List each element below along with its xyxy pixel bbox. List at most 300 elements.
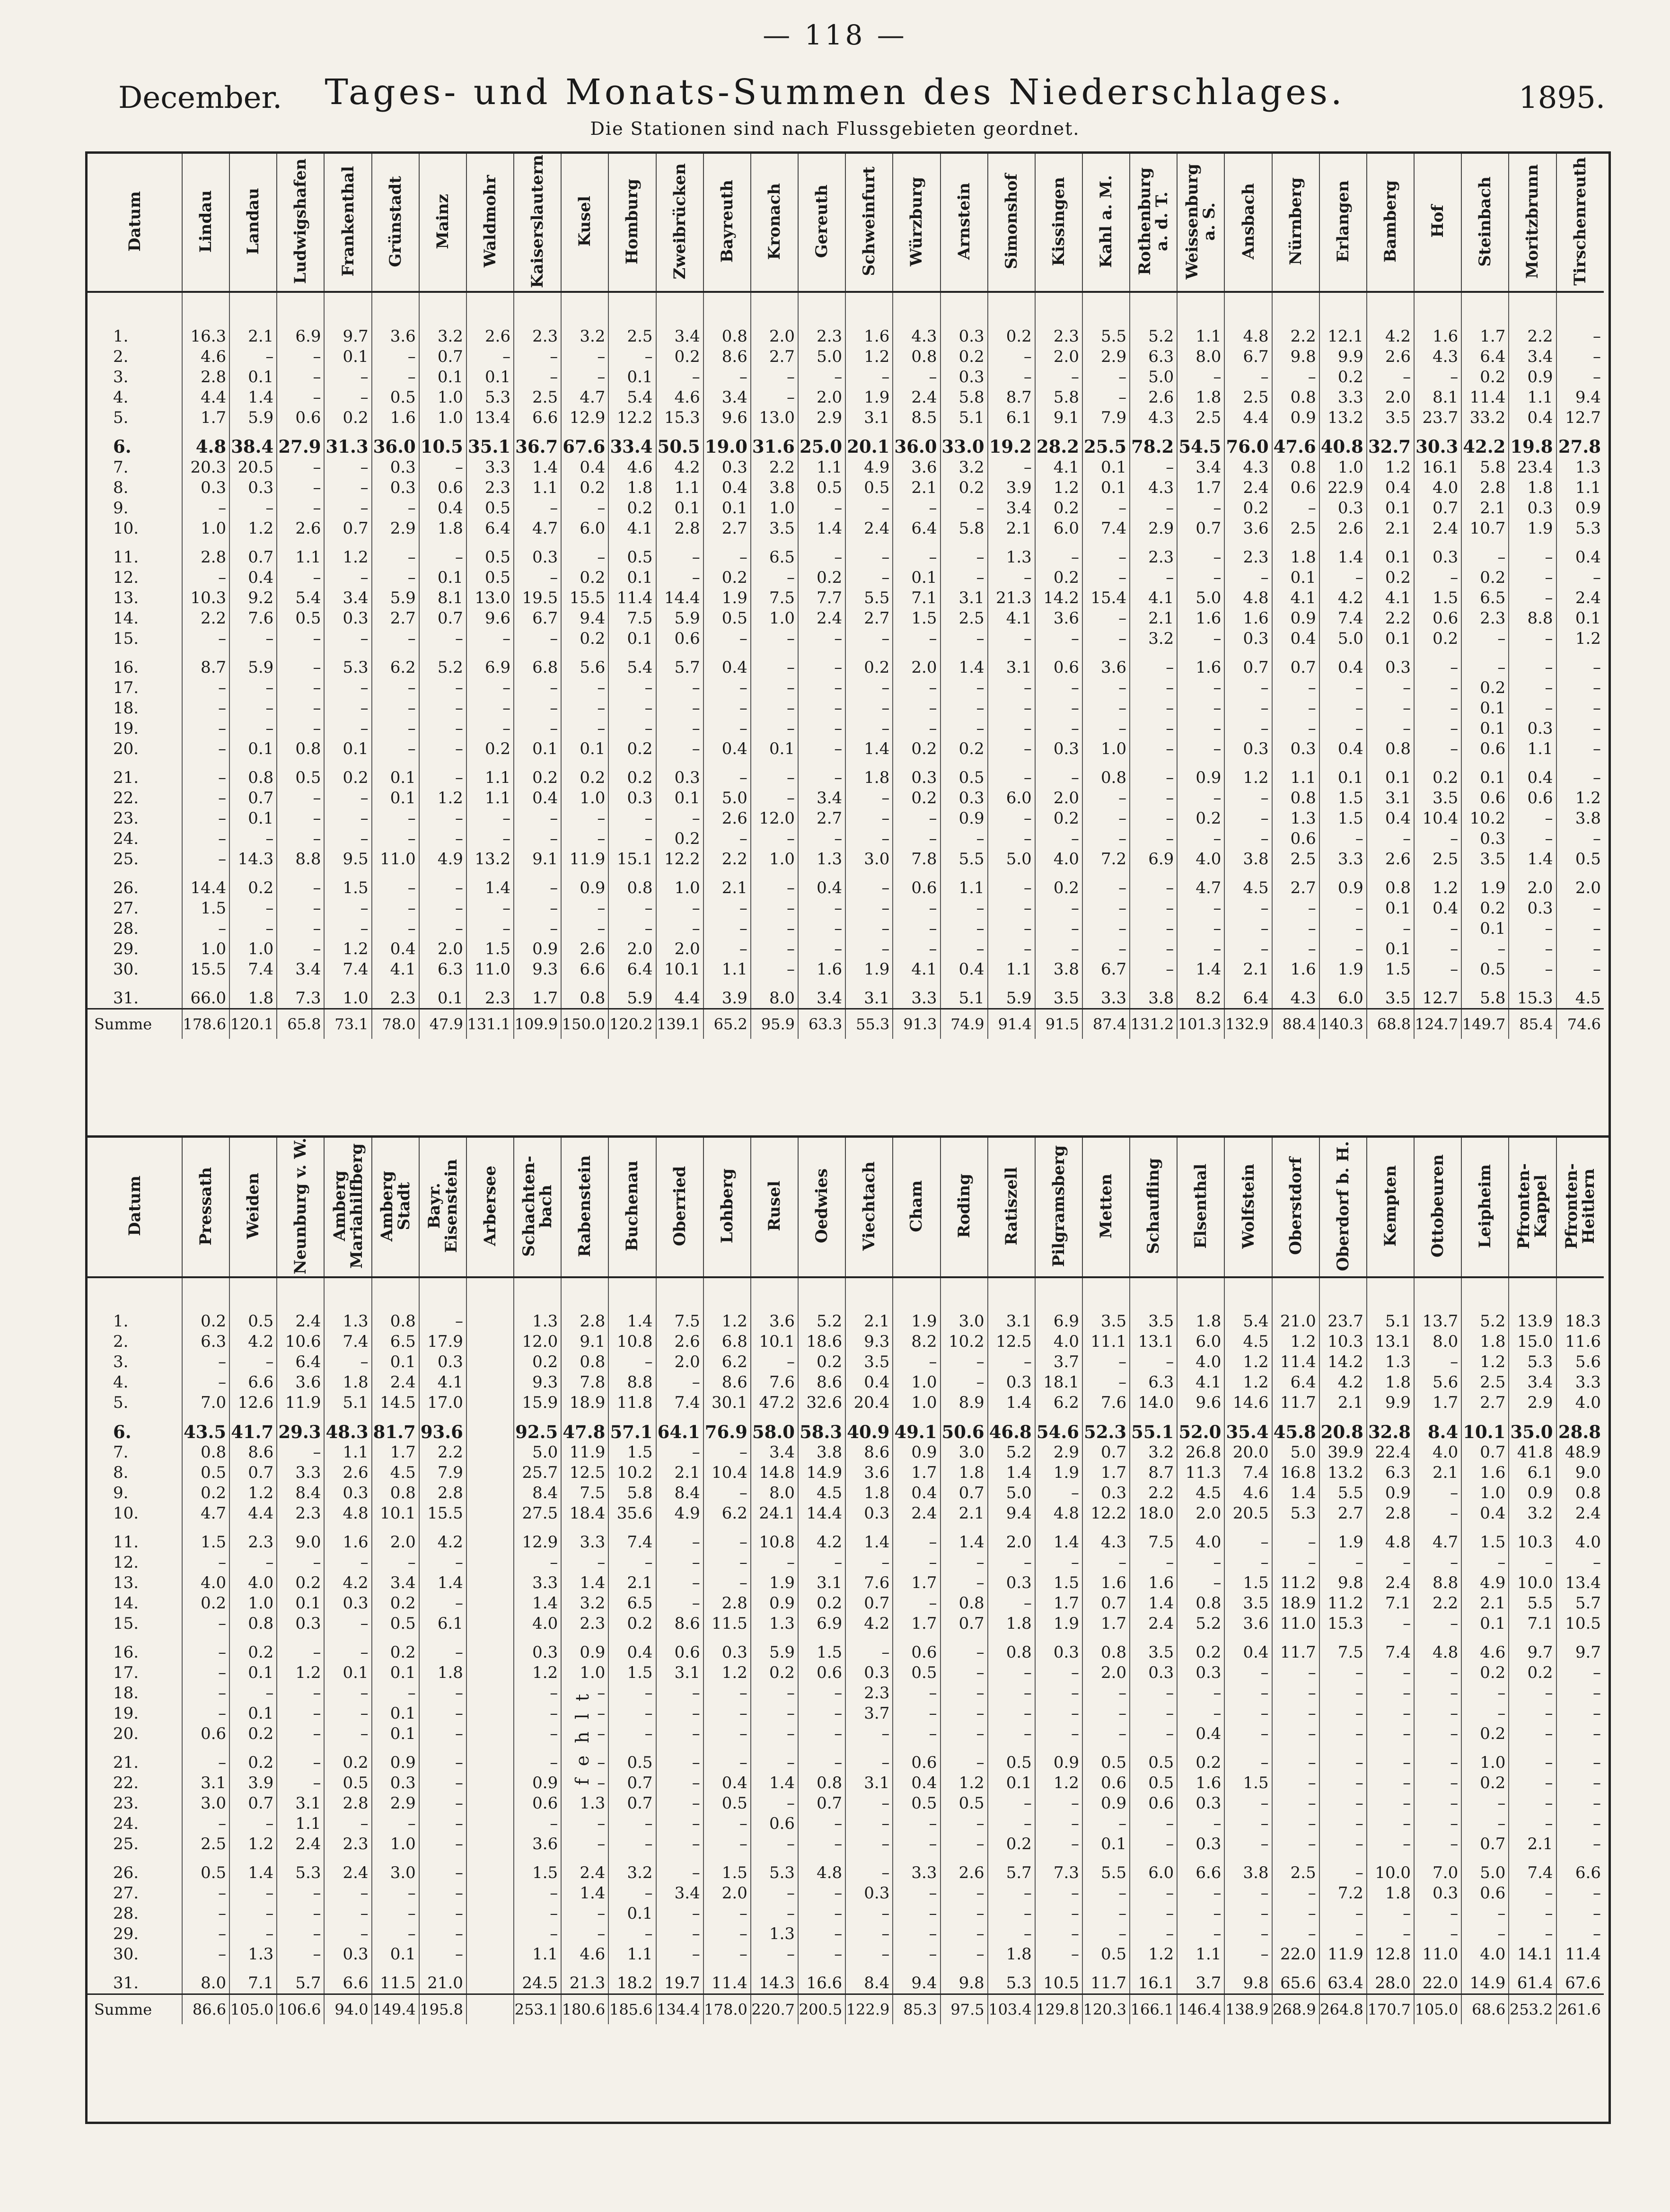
station-column-header bbox=[1556, 154, 1604, 292]
value-cell: – bbox=[1130, 718, 1177, 738]
value-cell: 46.8 bbox=[988, 1422, 1035, 1442]
value-cell bbox=[466, 1422, 514, 1442]
value-cell: 7.2 bbox=[1319, 1883, 1367, 1904]
date-cell: 18. bbox=[113, 1684, 139, 1703]
value-cell: – bbox=[703, 898, 751, 918]
value-cell: 3.3 bbox=[514, 1573, 561, 1593]
value-cell: – bbox=[845, 1553, 893, 1573]
value-cell: 0.4 bbox=[1556, 547, 1604, 567]
value-cell: – bbox=[1177, 738, 1224, 759]
value-cell bbox=[466, 1753, 514, 1773]
value-cell: – bbox=[988, 918, 1035, 939]
value-cell: 2.0 bbox=[1556, 878, 1604, 898]
value-cell: – bbox=[703, 367, 751, 387]
value-cell: 1.0 bbox=[1319, 457, 1367, 477]
value-cell: 7.4 bbox=[1319, 608, 1367, 628]
value-cell: – bbox=[656, 547, 703, 567]
value-cell: – bbox=[1272, 1773, 1319, 1793]
value-cell: – bbox=[1082, 918, 1130, 939]
value-cell: – bbox=[798, 1924, 845, 1944]
value-cell: – bbox=[1414, 1834, 1461, 1854]
value-cell: – bbox=[1272, 677, 1319, 698]
value-cell: – bbox=[751, 698, 798, 718]
value-cell: – bbox=[1509, 628, 1556, 649]
value-cell: 5.3 bbox=[466, 387, 514, 407]
value-cell: 120.1 bbox=[229, 1009, 277, 1039]
value-cell: – bbox=[1367, 1614, 1414, 1634]
value-cell: – bbox=[182, 677, 229, 698]
station-name: Metten bbox=[1097, 1173, 1116, 1238]
value-cell: 2.4 bbox=[893, 387, 940, 407]
value-cell: – bbox=[988, 1593, 1035, 1614]
value-cell: – bbox=[1035, 1703, 1082, 1724]
value-cell: 27.8 bbox=[1556, 436, 1604, 457]
value-cell: 1.2 bbox=[1367, 457, 1414, 477]
value-cell: – bbox=[893, 1553, 940, 1573]
value-cell: 7.6 bbox=[751, 1372, 798, 1393]
value-cell: 2.9 bbox=[1082, 346, 1130, 367]
header-row bbox=[88, 154, 1604, 292]
value-cell: 7.4 bbox=[608, 1532, 656, 1553]
station-name: Viechtach bbox=[860, 1161, 879, 1251]
value-cell: 0.9 bbox=[940, 808, 988, 828]
value-cell: – bbox=[656, 1372, 703, 1393]
value-cell: 73.1 bbox=[324, 1009, 371, 1039]
table-row bbox=[88, 1834, 1604, 1854]
table-row bbox=[88, 657, 1604, 677]
value-cell: 1.3 bbox=[751, 1924, 798, 1944]
value-cell: – bbox=[988, 628, 1035, 649]
value-cell: 3.1 bbox=[988, 1311, 1035, 1332]
value-cell: 0.4 bbox=[1367, 477, 1414, 498]
value-cell: – bbox=[1509, 698, 1556, 718]
value-cell: 1.8 bbox=[324, 1372, 371, 1393]
value-cell: – bbox=[182, 1663, 229, 1683]
value-cell: 2.4 bbox=[324, 1863, 371, 1883]
value-cell: 9.2 bbox=[229, 588, 277, 608]
value-cell: – bbox=[1035, 1793, 1082, 1814]
value-cell: – bbox=[940, 1924, 988, 1944]
value-cell: – bbox=[1035, 698, 1082, 718]
value-cell: – bbox=[1224, 1663, 1272, 1683]
value-cell: 2.0 bbox=[751, 326, 798, 346]
value-cell: – bbox=[1130, 738, 1177, 759]
value-cell: – bbox=[751, 1904, 798, 1924]
value-cell: – bbox=[1224, 567, 1272, 588]
value-cell: – bbox=[1461, 628, 1509, 649]
value-cell: 5.7 bbox=[277, 1973, 324, 1994]
table-row bbox=[88, 367, 1604, 387]
value-cell: – bbox=[1082, 698, 1130, 718]
value-cell: – bbox=[940, 828, 988, 849]
value-cell: 3.1 bbox=[845, 407, 893, 428]
value-cell: 0.9 bbox=[1082, 1793, 1130, 1814]
value-cell: 12.2 bbox=[1082, 1503, 1130, 1524]
value-cell: 0.6 bbox=[514, 1793, 561, 1814]
value-cell: 1.7 bbox=[1177, 477, 1224, 498]
value-cell: 0.9 bbox=[514, 939, 561, 959]
value-cell: 0.9 bbox=[1509, 367, 1556, 387]
page-number: — 118 — bbox=[763, 19, 907, 51]
value-cell: 0.2 bbox=[277, 1573, 324, 1593]
value-cell: – bbox=[1035, 628, 1082, 649]
value-cell: 2.3 bbox=[1224, 547, 1272, 567]
value-cell: – bbox=[419, 698, 466, 718]
value-cell: 2.0 bbox=[703, 1883, 751, 1904]
value-cell: – bbox=[1461, 1924, 1509, 1944]
value-cell: 12.2 bbox=[608, 407, 656, 428]
value-cell: 0.1 bbox=[229, 1703, 277, 1724]
value-cell: – bbox=[1319, 1834, 1367, 1854]
table-row bbox=[88, 628, 1604, 649]
station-name: Oberdorf b. H. bbox=[1333, 1141, 1353, 1272]
table-row bbox=[88, 477, 1604, 498]
value-cell: – bbox=[845, 547, 893, 567]
value-cell: – bbox=[940, 1553, 988, 1573]
value-cell: – bbox=[940, 1663, 988, 1683]
value-cell: – bbox=[988, 1904, 1035, 1924]
value-cell: 95.9 bbox=[751, 1009, 798, 1039]
value-cell: – bbox=[514, 1553, 561, 1573]
table-row bbox=[88, 1924, 1604, 1944]
value-cell: – bbox=[561, 346, 608, 367]
precipitation-table-lower bbox=[85, 1135, 1611, 2124]
station-name: Kempten bbox=[1380, 1165, 1400, 1247]
value-cell: 5.5 bbox=[845, 588, 893, 608]
value-cell: 0.1 bbox=[1272, 567, 1319, 588]
value-cell: 5.0 bbox=[1177, 588, 1224, 608]
value-cell: 4.0 bbox=[1177, 1352, 1224, 1372]
value-cell: 0.2 bbox=[1224, 498, 1272, 518]
value-cell: 3.4 bbox=[751, 1442, 798, 1463]
value-cell: – bbox=[277, 808, 324, 828]
value-cell: 3.6 bbox=[893, 457, 940, 477]
value-cell: 3.3 bbox=[893, 1863, 940, 1883]
value-cell: – bbox=[182, 628, 229, 649]
value-cell: – bbox=[1082, 498, 1130, 518]
value-cell: 19.5 bbox=[514, 588, 561, 608]
value-cell: – bbox=[182, 1814, 229, 1834]
value-cell: 4.8 bbox=[1035, 1503, 1082, 1524]
value-cell: 3.8 bbox=[1224, 849, 1272, 869]
value-cell: 32.7 bbox=[1367, 436, 1414, 457]
date-cell: 9. bbox=[113, 1483, 129, 1503]
value-cell: – bbox=[514, 498, 561, 518]
value-cell: 0.1 bbox=[608, 628, 656, 649]
value-cell: – bbox=[1414, 1773, 1461, 1793]
value-cell: – bbox=[1319, 1703, 1367, 1724]
value-cell: 52.3 bbox=[1082, 1422, 1130, 1442]
value-cell: 74.9 bbox=[940, 1009, 988, 1039]
value-cell: 1.5 bbox=[466, 939, 514, 959]
date-cell: 20. bbox=[113, 1724, 139, 1744]
value-cell: 0.2 bbox=[514, 1352, 561, 1372]
value-cell: 10.3 bbox=[1319, 1332, 1367, 1352]
value-cell: – bbox=[608, 828, 656, 849]
value-cell: 11.0 bbox=[1272, 1614, 1319, 1634]
value-cell: – bbox=[324, 1553, 371, 1573]
value-cell: 3.8 bbox=[751, 477, 798, 498]
value-cell: 0.2 bbox=[561, 628, 608, 649]
value-cell: – bbox=[1224, 1753, 1272, 1773]
value-cell: 0.4 bbox=[703, 738, 751, 759]
value-cell: – bbox=[703, 1904, 751, 1924]
value-cell: 6.7 bbox=[514, 608, 561, 628]
value-cell: – bbox=[1414, 1683, 1461, 1703]
value-cell: 10.4 bbox=[703, 1463, 751, 1483]
value-cell: 1.2 bbox=[845, 346, 893, 367]
value-cell: 2.2 bbox=[1130, 1483, 1177, 1503]
value-cell: 4.2 bbox=[1319, 1372, 1367, 1393]
value-cell: 1.0 bbox=[182, 518, 229, 538]
value-cell: 2.0 bbox=[1082, 1663, 1130, 1683]
value-cell: – bbox=[940, 567, 988, 588]
value-cell: 0.2 bbox=[893, 788, 940, 808]
value-cell: – bbox=[1556, 959, 1604, 979]
value-cell: 3.2 bbox=[1130, 628, 1177, 649]
value-cell: 11.9 bbox=[561, 849, 608, 869]
value-cell: – bbox=[324, 718, 371, 738]
date-cell: 11. bbox=[113, 547, 139, 567]
value-cell: 0.3 bbox=[1509, 498, 1556, 518]
value-cell: 8.0 bbox=[1414, 1332, 1461, 1352]
value-cell: 14.3 bbox=[751, 1973, 798, 1994]
value-cell: – bbox=[798, 1683, 845, 1703]
value-cell: – bbox=[1414, 1814, 1461, 1834]
value-cell: – bbox=[893, 718, 940, 738]
value-cell: – bbox=[703, 1944, 751, 1965]
value-cell: 0.6 bbox=[1414, 608, 1461, 628]
value-cell: 6.0 bbox=[988, 788, 1035, 808]
value-cell: – bbox=[561, 1683, 608, 1703]
station-column-header bbox=[988, 154, 1035, 292]
value-cell: 106.6 bbox=[277, 1994, 324, 2024]
value-cell: – bbox=[1414, 1503, 1461, 1524]
value-cell: – bbox=[324, 1924, 371, 1944]
value-cell: 268.9 bbox=[1272, 1994, 1319, 2024]
value-cell: 15.5 bbox=[419, 1503, 466, 1524]
date-cell: 15. bbox=[113, 1614, 139, 1633]
value-cell: – bbox=[1319, 1863, 1367, 1883]
value-cell: – bbox=[1224, 918, 1272, 939]
value-cell: – bbox=[1177, 628, 1224, 649]
value-cell: 11.7 bbox=[1272, 1642, 1319, 1663]
value-cell: – bbox=[751, 828, 798, 849]
value-cell: – bbox=[277, 828, 324, 849]
value-cell: – bbox=[1319, 1924, 1367, 1944]
value-cell: – bbox=[940, 698, 988, 718]
station-column-header bbox=[703, 1138, 751, 1277]
value-cell: 2.5 bbox=[1177, 407, 1224, 428]
value-cell: – bbox=[324, 1883, 371, 1904]
value-cell: 47.6 bbox=[1272, 436, 1319, 457]
value-cell: 4.7 bbox=[182, 1503, 229, 1524]
value-cell bbox=[466, 1703, 514, 1724]
value-cell: – bbox=[372, 1904, 419, 1924]
value-cell: – bbox=[1556, 1553, 1604, 1573]
value-cell: 9.4 bbox=[988, 1503, 1035, 1524]
value-cell: – bbox=[845, 1793, 893, 1814]
value-cell: – bbox=[1224, 828, 1272, 849]
value-cell: – bbox=[372, 828, 419, 849]
value-cell bbox=[466, 1973, 514, 1994]
value-cell: 6.6 bbox=[1556, 1863, 1604, 1883]
date-cell: 31. bbox=[113, 988, 139, 1008]
value-cell: 1.7 bbox=[1414, 1393, 1461, 1413]
value-cell: – bbox=[419, 1814, 466, 1834]
value-cell: 65.6 bbox=[1272, 1973, 1319, 1994]
value-cell: – bbox=[182, 718, 229, 738]
value-cell: – bbox=[656, 1724, 703, 1744]
station-name: Schaufling bbox=[1144, 1158, 1163, 1254]
value-cell: 42.2 bbox=[1461, 436, 1509, 457]
station-name: Oberstdorf bbox=[1286, 1157, 1305, 1255]
value-cell: – bbox=[1224, 1724, 1272, 1744]
station-column-header bbox=[608, 154, 656, 292]
value-cell: – bbox=[703, 767, 751, 788]
table-row bbox=[88, 738, 1604, 759]
value-cell: 3.4 bbox=[656, 1883, 703, 1904]
value-cell: 4.4 bbox=[182, 387, 229, 407]
station-column-header bbox=[1414, 154, 1461, 292]
value-cell: 5.1 bbox=[1367, 1311, 1414, 1332]
value-cell: – bbox=[893, 367, 940, 387]
value-cell: – bbox=[940, 918, 988, 939]
value-cell: – bbox=[1224, 1532, 1272, 1553]
station-column-header bbox=[608, 1138, 656, 1277]
table-row bbox=[88, 1332, 1604, 1352]
value-cell: – bbox=[1272, 1904, 1319, 1924]
value-cell: – bbox=[1224, 367, 1272, 387]
value-cell: 1.8 bbox=[419, 518, 466, 538]
value-cell: 1.0 bbox=[893, 1393, 940, 1413]
value-cell: 48.3 bbox=[324, 1422, 371, 1442]
value-cell: – bbox=[514, 677, 561, 698]
date-cell: 12. bbox=[113, 568, 139, 587]
value-cell: 0.7 bbox=[1082, 1593, 1130, 1614]
value-cell: 4.2 bbox=[798, 1532, 845, 1553]
value-cell: – bbox=[277, 677, 324, 698]
value-cell: 6.4 bbox=[277, 1352, 324, 1372]
value-cell: 1.5 bbox=[608, 1442, 656, 1463]
value-cell: 5.3 bbox=[277, 1863, 324, 1883]
value-cell: 10.1 bbox=[372, 1503, 419, 1524]
value-cell: 8.1 bbox=[419, 588, 466, 608]
value-cell: 18.1 bbox=[1035, 1372, 1082, 1393]
value-cell: 2.7 bbox=[1319, 1503, 1367, 1524]
station-column-header bbox=[845, 1138, 893, 1277]
value-cell: – bbox=[1509, 1883, 1556, 1904]
value-cell: 2.7 bbox=[751, 346, 798, 367]
value-cell: 0.3 bbox=[703, 1642, 751, 1663]
value-cell: 0.2 bbox=[1319, 367, 1367, 387]
value-cell: – bbox=[372, 1814, 419, 1834]
value-cell: – bbox=[1319, 1683, 1367, 1703]
value-cell: 11.4 bbox=[703, 1973, 751, 1994]
value-cell: 15.9 bbox=[514, 1393, 561, 1413]
value-cell: – bbox=[1224, 788, 1272, 808]
table-row bbox=[88, 1663, 1604, 1683]
value-cell: 8.6 bbox=[703, 346, 751, 367]
value-cell: – bbox=[1556, 738, 1604, 759]
value-cell: 0.8 bbox=[1367, 738, 1414, 759]
spacer-row bbox=[88, 759, 1604, 767]
date-cell: 31. bbox=[113, 1974, 139, 1993]
value-cell: 12.0 bbox=[514, 1332, 561, 1352]
value-cell: 0.5 bbox=[703, 608, 751, 628]
value-cell: 2.8 bbox=[182, 547, 229, 567]
value-cell: – bbox=[1414, 1352, 1461, 1372]
value-cell: 10.5 bbox=[419, 436, 466, 457]
value-cell: – bbox=[1035, 1834, 1082, 1854]
table-row bbox=[88, 677, 1604, 698]
value-cell: – bbox=[1461, 1814, 1509, 1834]
value-cell: 25.7 bbox=[514, 1463, 561, 1483]
value-cell: 92.5 bbox=[514, 1422, 561, 1442]
value-cell: 5.9 bbox=[751, 1642, 798, 1663]
station-name: Roding bbox=[954, 1174, 974, 1238]
value-cell: – bbox=[988, 1883, 1035, 1904]
value-cell: – bbox=[798, 547, 845, 567]
value-cell: 2.2 bbox=[1414, 1593, 1461, 1614]
table-row bbox=[88, 1863, 1604, 1883]
value-cell: – bbox=[561, 547, 608, 567]
value-cell: 2.3 bbox=[1130, 547, 1177, 567]
value-cell: 8.6 bbox=[229, 1442, 277, 1463]
value-cell: – bbox=[1556, 567, 1604, 588]
value-cell: – bbox=[1556, 1814, 1604, 1834]
station-column-header bbox=[1035, 1138, 1082, 1277]
value-cell: 0.3 bbox=[1224, 628, 1272, 649]
value-cell: 0.9 bbox=[1556, 498, 1604, 518]
date-header-label: Datum bbox=[125, 191, 144, 252]
station-column-header bbox=[1509, 154, 1556, 292]
value-cell: 68.6 bbox=[1461, 1994, 1509, 2024]
value-cell: 1.9 bbox=[845, 387, 893, 407]
value-cell: – bbox=[1556, 1724, 1604, 1744]
value-cell: 0.9 bbox=[1177, 767, 1224, 788]
value-cell: – bbox=[561, 718, 608, 738]
value-cell: 3.5 bbox=[751, 518, 798, 538]
value-cell: – bbox=[1035, 367, 1082, 387]
value-cell: 1.7 bbox=[893, 1463, 940, 1483]
value-cell: 7.3 bbox=[277, 988, 324, 1009]
value-cell: – bbox=[1177, 1814, 1224, 1834]
value-cell: 1.6 bbox=[324, 1532, 371, 1553]
value-cell: 12.1 bbox=[1319, 326, 1367, 346]
value-cell: – bbox=[988, 567, 1035, 588]
value-cell: 0.5 bbox=[608, 547, 656, 567]
value-cell: 0.6 bbox=[1509, 788, 1556, 808]
value-cell: – bbox=[1556, 326, 1604, 346]
value-cell: 166.1 bbox=[1130, 1994, 1177, 2024]
value-cell: 4.1 bbox=[1177, 1372, 1224, 1393]
value-cell: – bbox=[703, 1573, 751, 1593]
value-cell: 0.8 bbox=[561, 988, 608, 1009]
value-cell: – bbox=[1130, 1904, 1177, 1924]
value-cell: – bbox=[182, 567, 229, 588]
value-cell: – bbox=[656, 918, 703, 939]
value-cell: 0.1 bbox=[1461, 698, 1509, 718]
value-cell: 0.3 bbox=[1367, 657, 1414, 677]
value-cell: – bbox=[277, 367, 324, 387]
value-cell: 253.1 bbox=[514, 1994, 561, 2024]
value-cell: 35.0 bbox=[1509, 1422, 1556, 1442]
value-cell: – bbox=[1177, 918, 1224, 939]
value-cell: 11.0 bbox=[466, 959, 514, 979]
value-cell: – bbox=[324, 387, 371, 407]
value-cell: – bbox=[1082, 1883, 1130, 1904]
